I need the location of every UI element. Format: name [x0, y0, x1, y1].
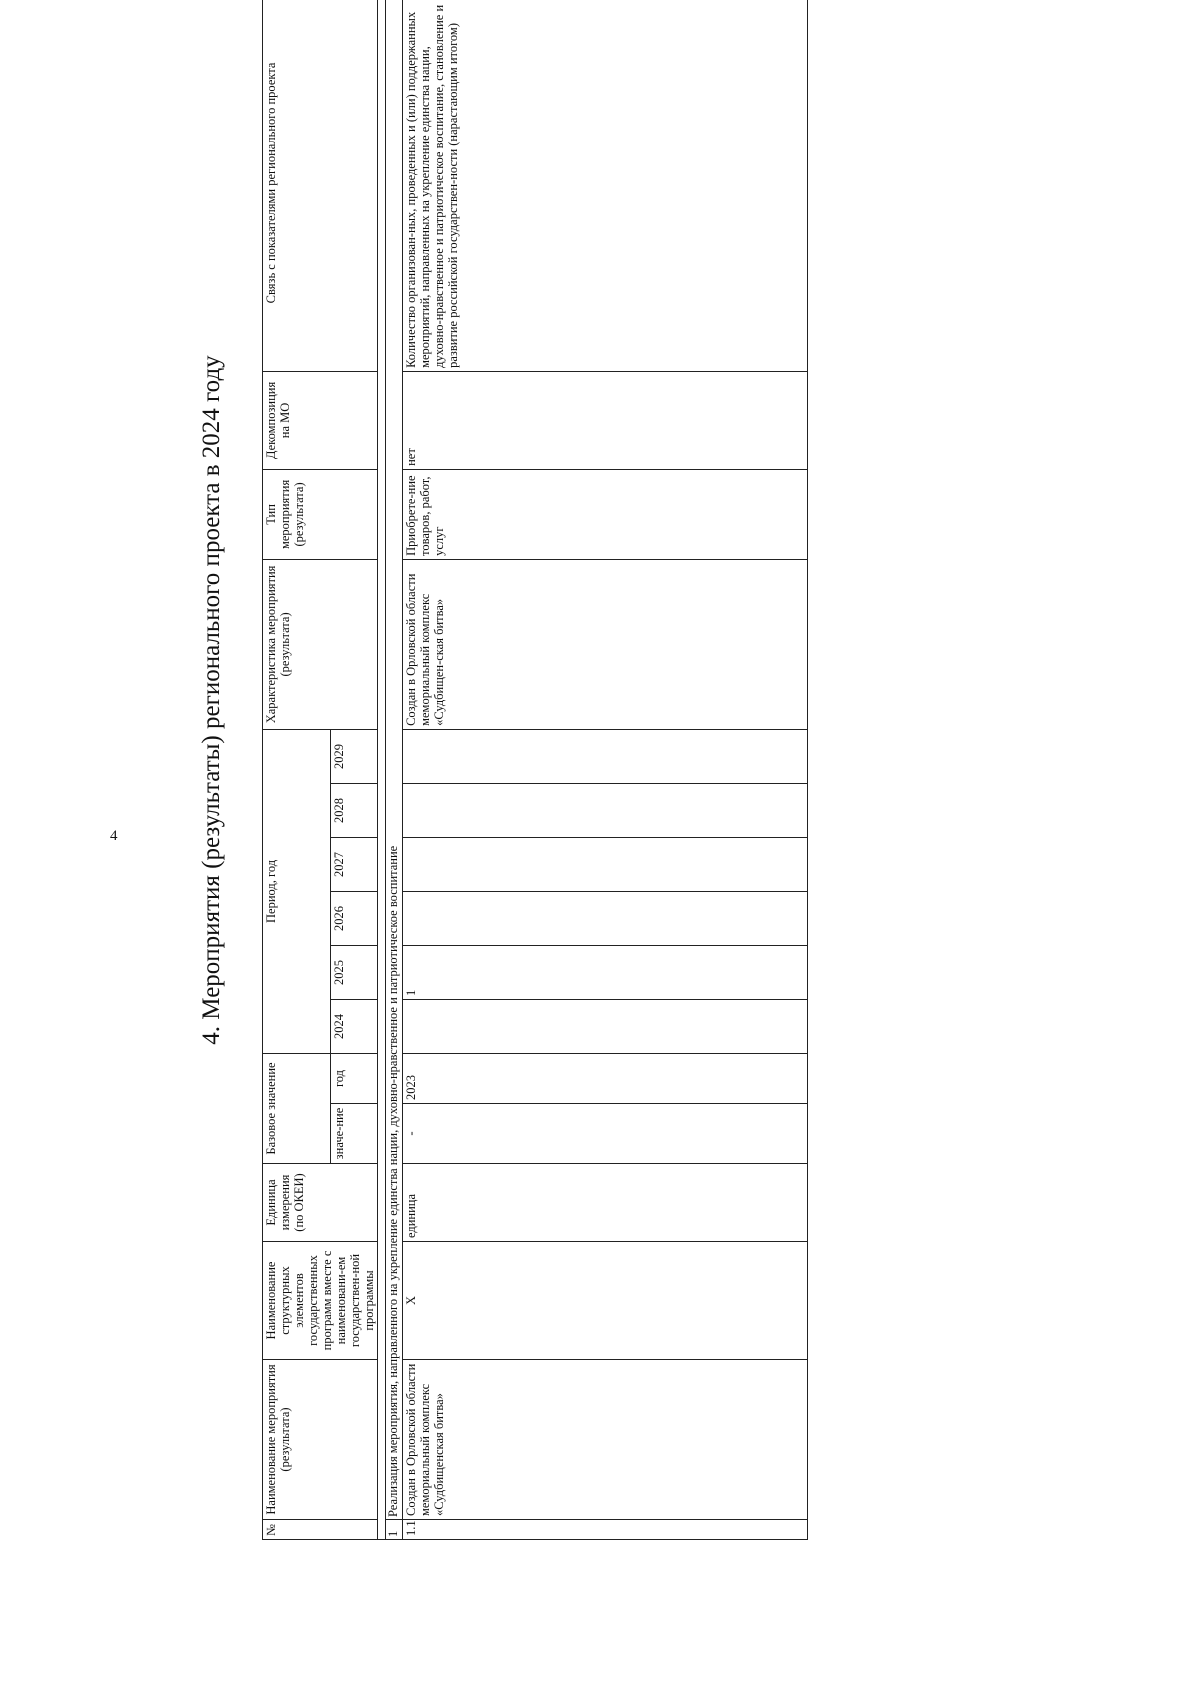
header-year: 2028: [331, 783, 378, 837]
header-num: №: [263, 1520, 378, 1540]
row-num: 1.1: [403, 1520, 808, 1540]
row-name: Создан в Орловской области мемориальный комплекс «Судбищенская битва»: [403, 1360, 808, 1520]
page-number: 4: [110, 828, 118, 844]
header-unit: Единица измерения (по ОКЕИ): [263, 1164, 378, 1242]
spacer-row: [378, 0, 386, 1540]
header-link: Связь с показателями регионального проекта: [263, 0, 378, 371]
row-year-value: [403, 837, 808, 891]
section-row: [386, 0, 403, 1540]
row-year-value: [403, 891, 808, 945]
header-row: [263, 0, 331, 1540]
header-characteristic: Характеристика мероприятия (результата): [263, 559, 378, 729]
row-year-value: [403, 729, 808, 783]
header-year: 2025: [331, 945, 378, 999]
row-year-value: 1: [403, 945, 808, 999]
row-year-value: [403, 783, 808, 837]
header-year: 2029: [331, 729, 378, 783]
row-decomposition: нет: [403, 371, 808, 469]
header-base: Базовое значение: [263, 1053, 331, 1163]
header-period: Период, год: [263, 729, 331, 1053]
row-base-value: -: [403, 1104, 808, 1164]
header-type: Тип мероприятия (результата): [263, 469, 378, 559]
row-base-year: 2023: [403, 1053, 808, 1103]
header-decomposition: Декомпозиция на МО: [263, 371, 378, 469]
row-structural: X: [403, 1242, 808, 1360]
page-title: 4. Мероприятия (результаты) регионального проекта в 2024 году: [198, 355, 225, 1045]
events-table: [262, 0, 808, 1540]
row-characteristic: Создан в Орловской области мемориальный комплекс «Судбищен-ская битва»: [403, 559, 808, 729]
section-number: 1: [386, 1520, 403, 1540]
header-base-value: значе-ние: [331, 1104, 378, 1164]
row-type: Приобрете-ние товаров, работ, услуг: [403, 469, 808, 559]
row-year-value: [403, 999, 808, 1053]
section-title: Реализация мероприятия, направленного на укрепление единства нации, духовно-нравственное и патриотическое воспитание: [386, 0, 403, 1520]
header-base-year: год: [331, 1053, 378, 1103]
header-year: 2026: [331, 891, 378, 945]
header-structural: Наименование структурных элементов государственных программ вместе с наименовани-ем государствен-ной программы: [263, 1242, 378, 1360]
header-name: Наименование мероприятия (результата): [263, 1360, 378, 1520]
table-row: [403, 0, 808, 1540]
row-link: Количество организован-ных, проведенных и (или) поддержанных мероприятий, направленных на укрепление единства нации, духовно-нравственное и патриотическое воспитание, становление и развитие российской государствен-ности (нарастающим итогом): [403, 0, 808, 371]
header-year: 2024: [331, 999, 378, 1053]
header-year: 2027: [331, 837, 378, 891]
row-unit: единица: [403, 1164, 808, 1242]
